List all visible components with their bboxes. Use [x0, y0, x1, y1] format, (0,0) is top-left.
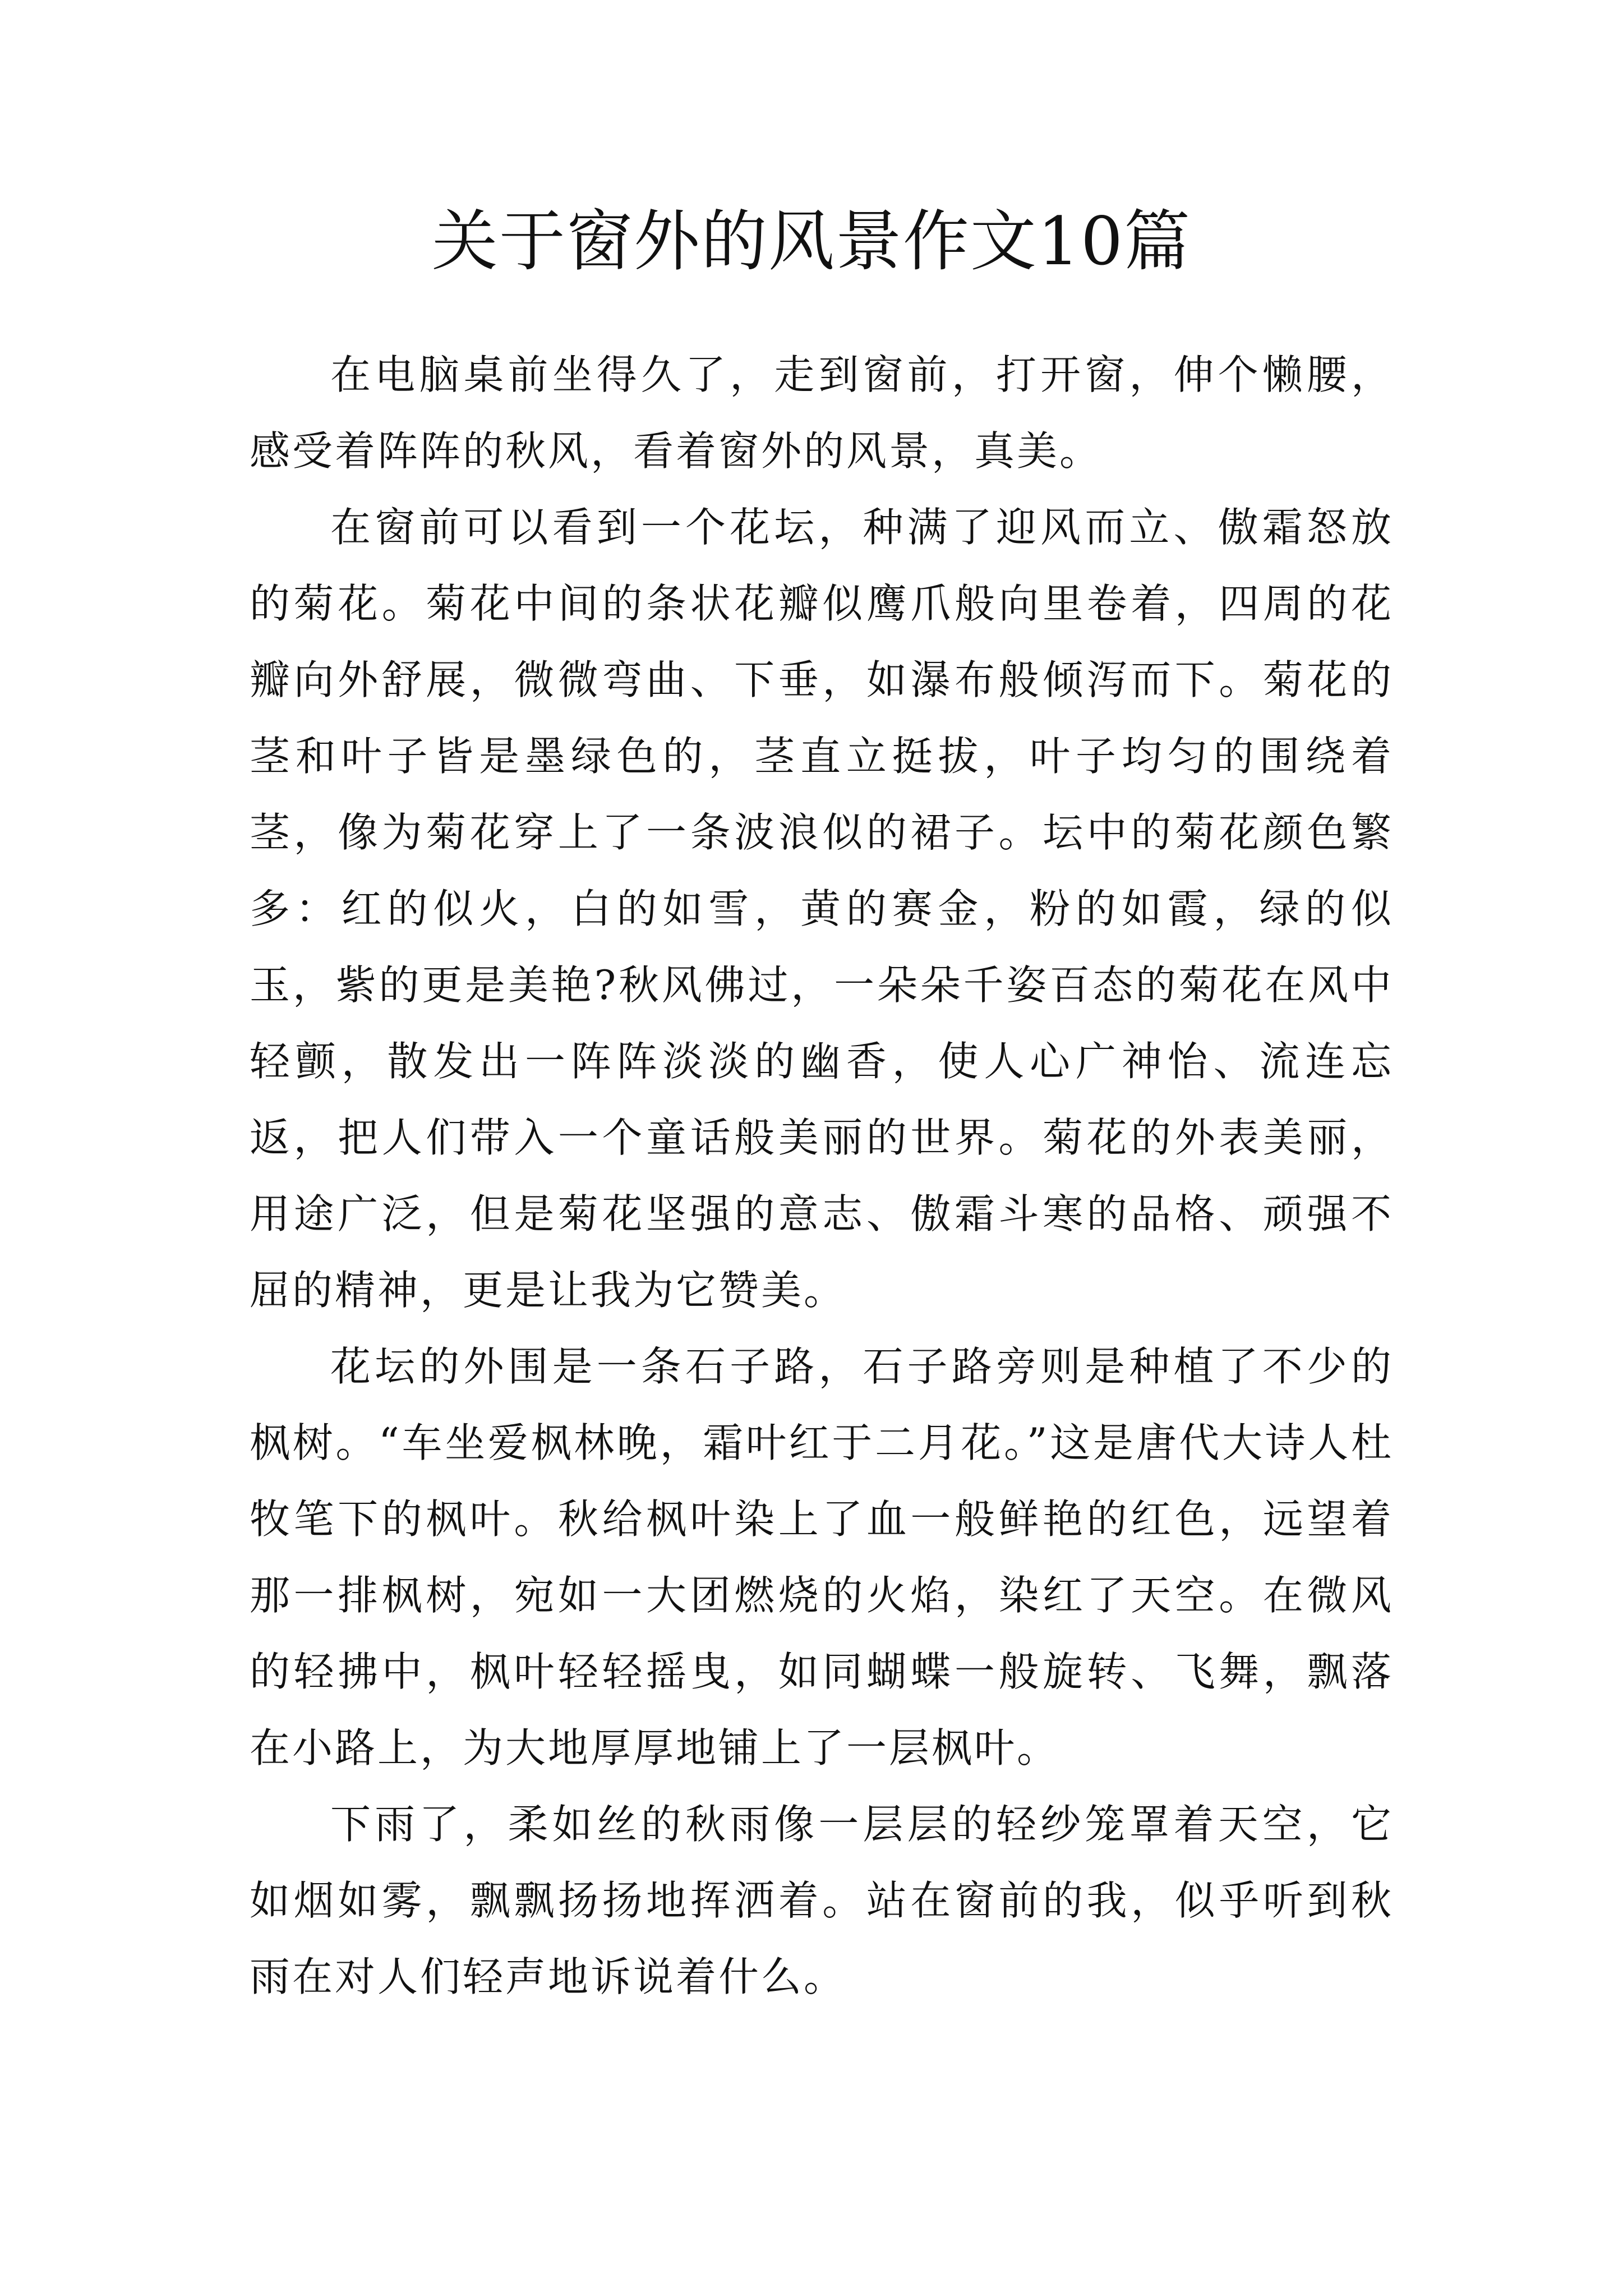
paragraph-2: 在窗前可以看到一个花坛，种满了迎风而立、傲霜怒放的菊花。菊花中间的条状花瓣似鹰爪般向里卷着，四周的花瓣向外舒展，微微弯曲、下垂，如瀑布般倾泻而下。菊花的茎和叶子皆是墨绿色的，茎直立挺拔，叶子均匀的围绕着茎，像为菊花穿上了一条波浪似的裙子。坛中的菊花颜色繁多：红的似火，白的如雪，黄的赛金，粉的如霞，绿的似玉，紫的更是美艳?秋风佛过，一朵朵千姿百态的菊花在风中轻颤，散发出一阵阵淡淡的幽香，使人心广神怡、流连忘返，把人们带入一个童话般美丽的世界。菊花的外表美丽，用途广泛，但是菊花坚强的意志、傲霜斗寒的品格、顽强不屈的精神，更是让我为它赞美。	[250, 504, 1394, 1314]
document-body	[250, 337, 1394, 2015]
paragraph-4: 下雨了，柔如丝的秋雨像一层层的轻纱笼罩着天空，它如烟如雾，飘飘扬扬地挥洒着。站在窗前的我，似乎听到秋雨在对人们轻声地诉说着什么。	[250, 1801, 1394, 2000]
paragraph-1: 在电脑桌前坐得久了，走到窗前，打开窗，伸个懒腰，感受着阵阵的秋风，看着窗外的风景，真美。	[250, 351, 1394, 475]
paragraph-3: 花坛的外围是一条石子路，石子路旁则是种植了不少的枫树。“车坐爱枫林晚，霜叶红于二月花。”这是唐代大诗人杜牧笔下的枫叶。秋给枫叶染上了血一般鲜艳的红色，远望着那一排枫树，宛如一大团燃烧的火焰，染红了天空。在微风的轻拂中，枫叶轻轻摇曳，如同蝴蝶一般旋转、飞舞，飘落在小路上，为大地厚厚地铺上了一层枫叶。	[250, 1343, 1394, 1772]
document-title: 关于窗外的风景作文10篇	[431, 203, 1192, 280]
